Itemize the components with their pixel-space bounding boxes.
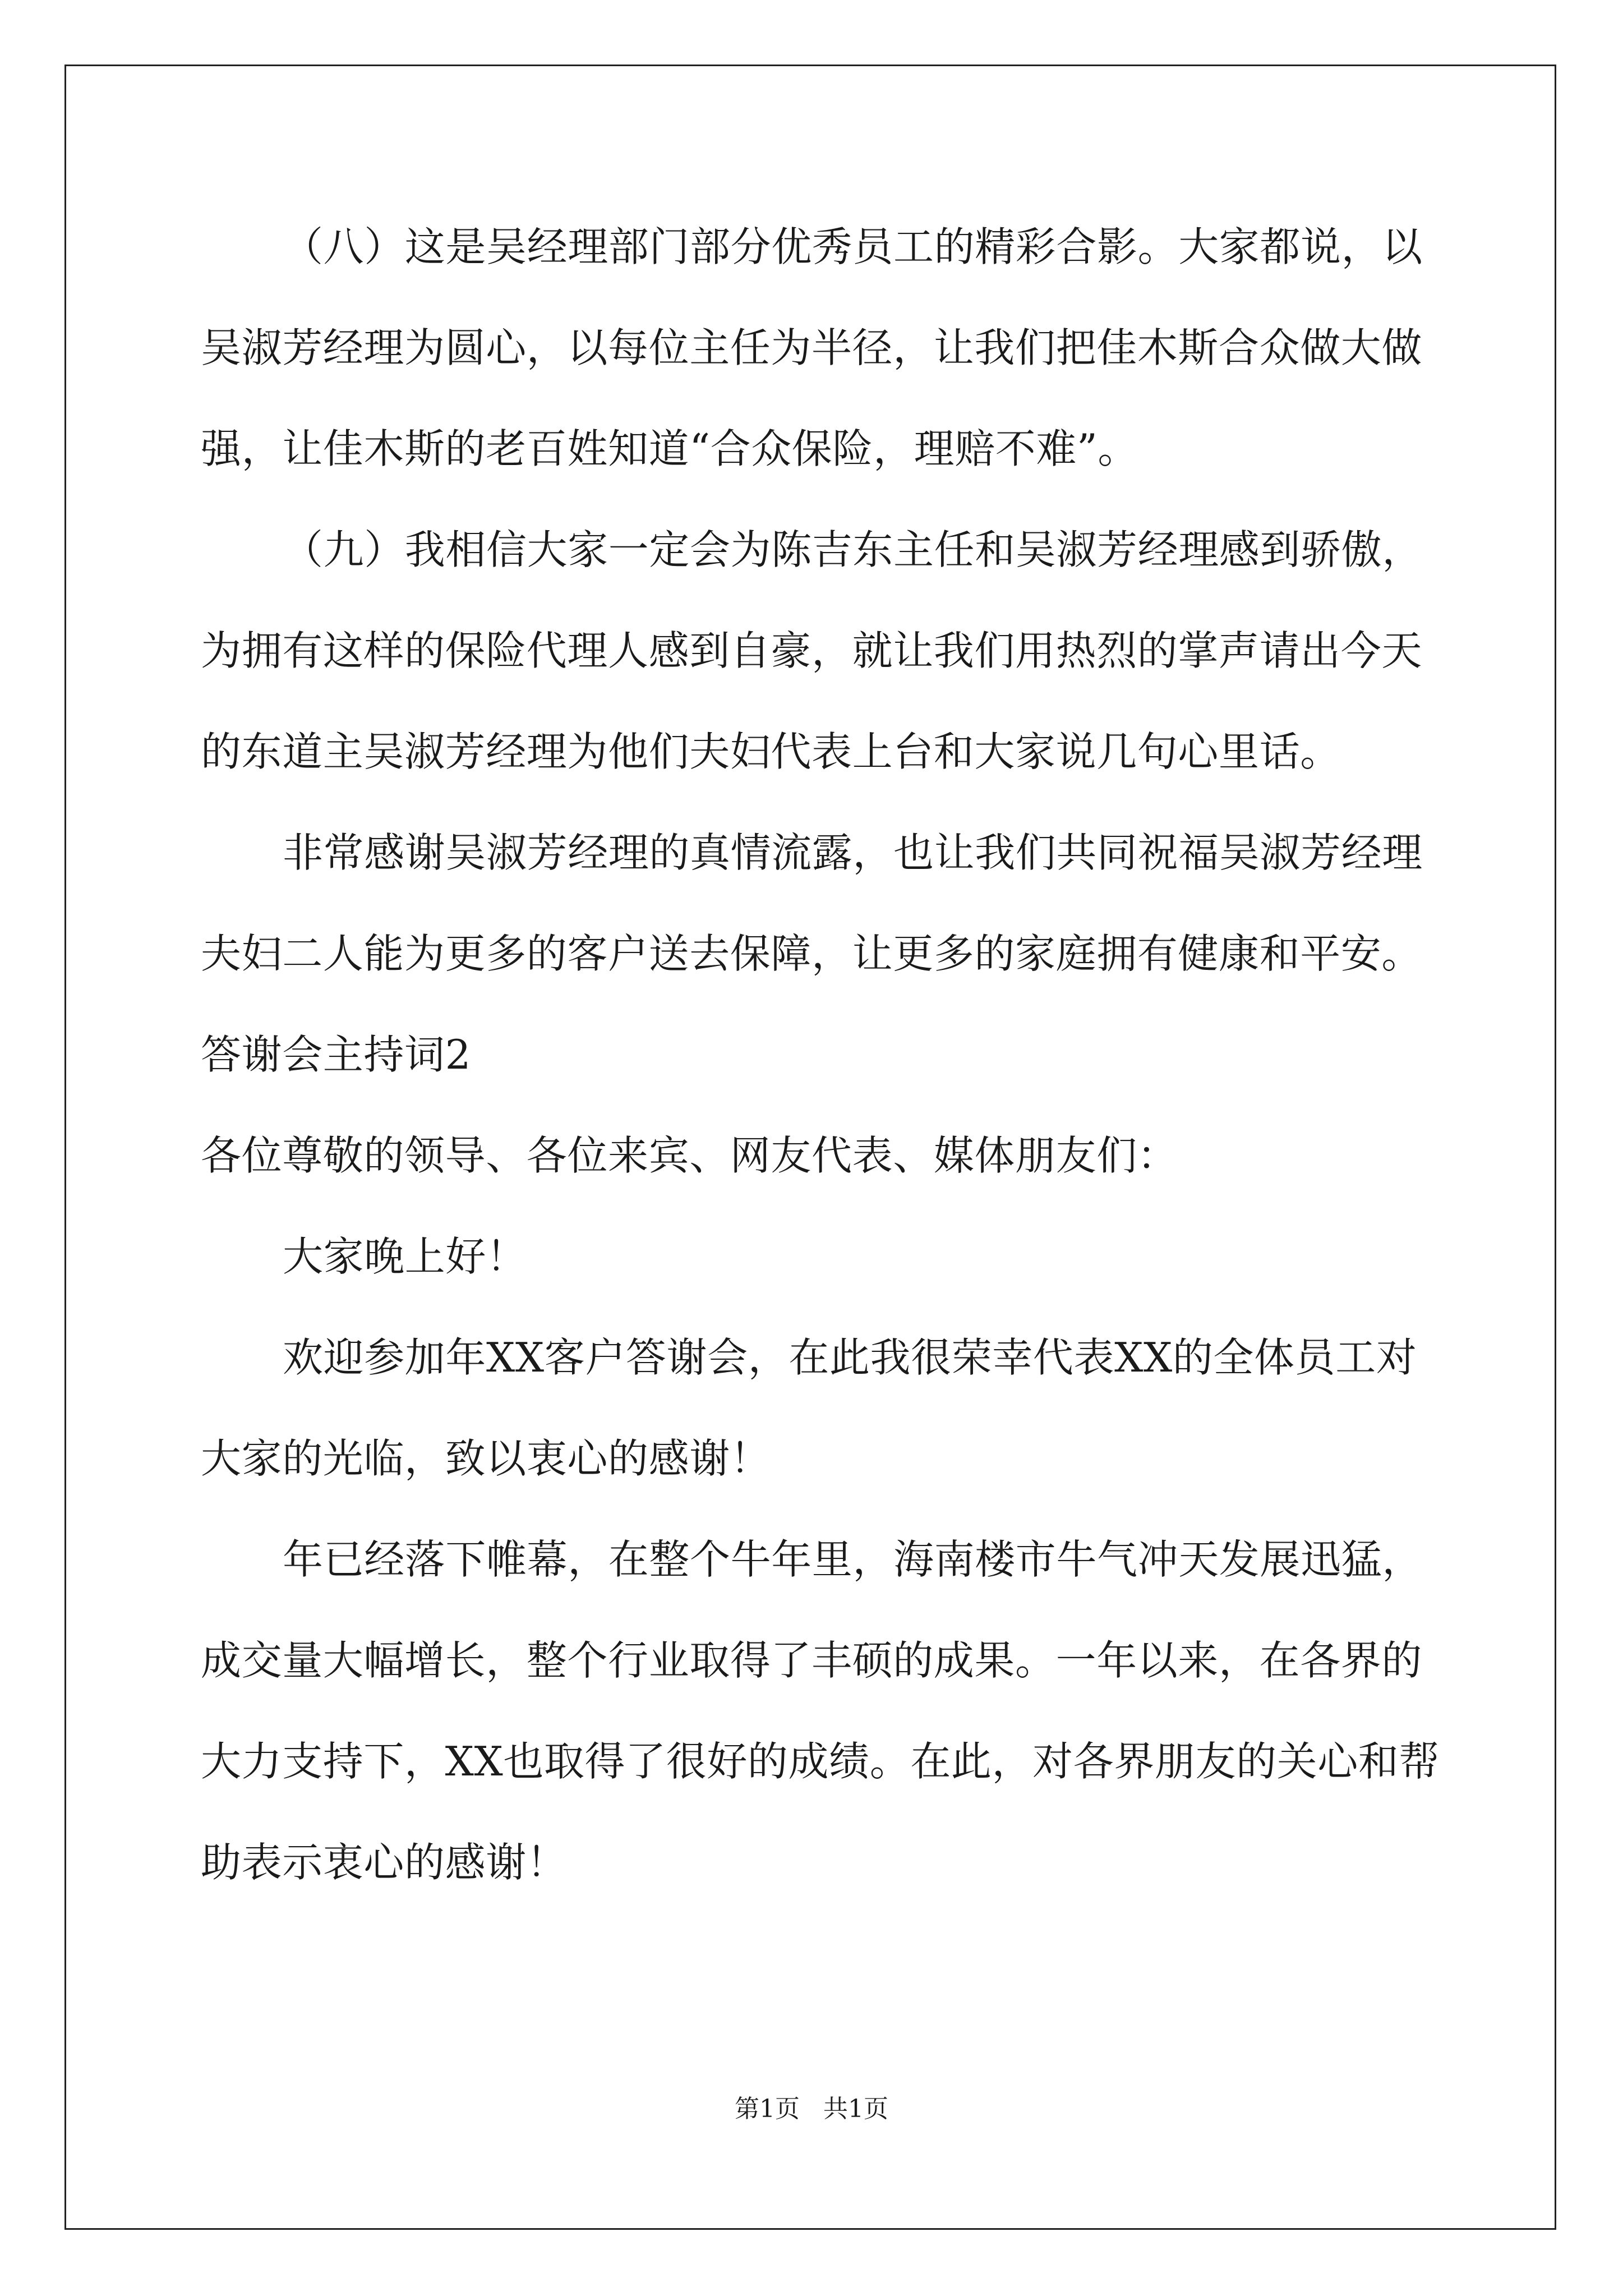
paragraph-line: 夫妇二人能为更多的客户送去保障，让更多的家庭拥有健康和平安。 xyxy=(201,930,1423,977)
paragraph-line: 的东道主吴淑芳经理为他们夫妇代表上台和大家说几句心里话。 xyxy=(201,728,1341,775)
paragraph-line: 欢迎参加年XX客户答谢会，在此我很荣幸代表XX的全体员工对 xyxy=(283,1334,1417,1381)
paragraph-line: 吴淑芳经理为圆心，以每位主任为半径，让我们把佳木斯合众做大做 xyxy=(201,324,1423,371)
paragraph-line: 大力支持下，XX也取得了很好的成绩。在此，对各界朋友的关心和帮 xyxy=(201,1738,1440,1785)
section-heading: 答谢会主持词2 xyxy=(201,1031,472,1078)
page-footer: 第1页 共1页 xyxy=(735,2095,888,2123)
salutation: 各位尊敬的领导、各位来宾、网友代表、媒体朋友们： xyxy=(201,1132,1178,1179)
paragraph-line: （九）我相信大家一定会为陈吉东主任和吴淑芳经理感到骄傲， xyxy=(283,526,1423,573)
paragraph-line: 助表示衷心的感谢！ xyxy=(201,1839,568,1886)
paragraph-line: 非常感谢吴淑芳经理的真情流露，也让我们共同祝福吴淑芳经理 xyxy=(283,829,1423,876)
paragraph-line: 年已经落下帷幕，在整个牛年里，海南楼市牛气冲天发展迅猛， xyxy=(283,1536,1423,1583)
greeting: 大家晚上好！ xyxy=(283,1233,527,1280)
paragraph-line: 强，让佳木斯的老百姓知道“合众保险，理赔不难”。 xyxy=(201,425,1139,472)
paragraph-line: （八）这是吴经理部门部分优秀员工的精彩合影。大家都说，以 xyxy=(283,223,1423,270)
paragraph-line: 成交量大幅增长，整个行业取得了丰硕的成果。一年以来，在各界的 xyxy=(201,1637,1423,1684)
paragraph-line: 为拥有这样的保险代理人感到自豪，就让我们用热烈的掌声请出今天 xyxy=(201,627,1423,674)
paragraph-line: 大家的光临，致以衷心的感谢！ xyxy=(201,1435,771,1482)
